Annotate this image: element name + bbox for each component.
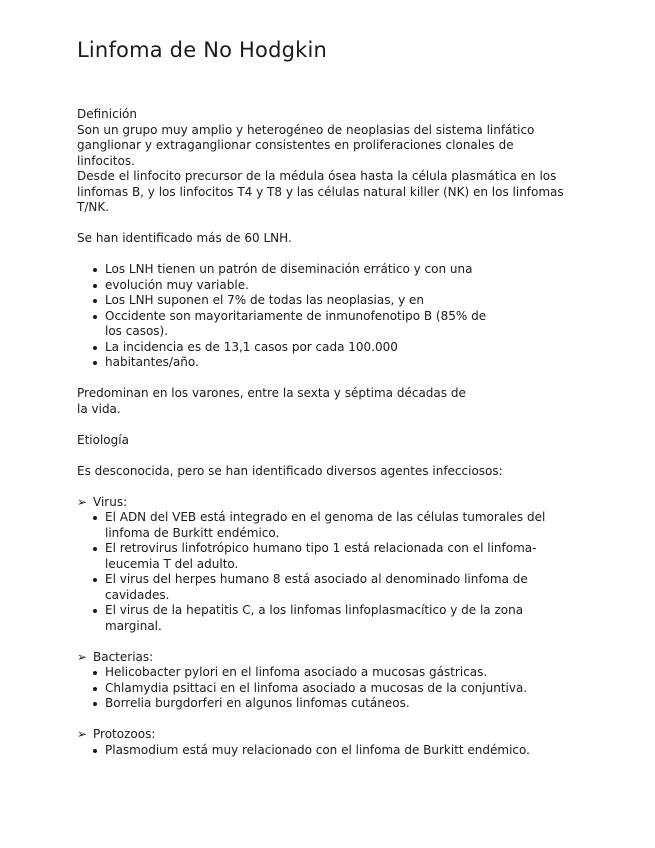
list-item: Los LNH suponen el 7% de todas las neoplasias, y en — [91, 293, 595, 309]
list-item: Helicobacter pylori en el linfoma asociado a mucosas gástricas. — [91, 665, 595, 681]
list-item: Chlamydia psittaci en el linfoma asociado a mucosas de la conjuntiva. — [91, 681, 595, 697]
arrow-bullet-icon: ➢ — [77, 649, 88, 664]
virus-list — [77, 510, 571, 634]
protozoa-list — [77, 743, 595, 759]
list-item: Occidente son mayoritariamente de inmunofenotipo B (85% de los casos). — [91, 309, 505, 340]
arrow-bullet-icon: ➢ — [77, 494, 88, 509]
document-title: Linfoma de No Hodgkin — [77, 38, 328, 62]
arrow-bullet-icon: ➢ — [77, 727, 88, 742]
etiology-intro: Es desconocida, pero se han identificado diversos agentes infecciosos: — [77, 463, 503, 478]
list-item: El virus de la hepatitis C, a los linfomas linfoplasmacítico y de la zona marginal. — [91, 603, 571, 634]
list-item: Los LNH tienen un patrón de diseminación errático y con una — [91, 262, 595, 278]
bacteria-list — [77, 665, 595, 712]
etiology-heading: Etiología — [77, 432, 129, 447]
predominance-text: Predominan en los varones, entre la sexta y séptima décadas de la vida. — [77, 386, 466, 416]
bacteria-group-heading — [77, 650, 595, 666]
definition-heading: Definición — [77, 107, 137, 122]
facts-list — [77, 262, 595, 371]
list-item: evolución muy variable. — [91, 278, 595, 294]
list-item: Borrelia burgdorferi en algunos linfomas cutáneos. — [91, 696, 595, 712]
list-item: El retrovirus linfotrópico humano tipo 1 está relacionada con el linfoma-leucemia T del adulto. — [91, 541, 571, 572]
list-item: La incidencia es de 13,1 casos por cada 100.000 — [91, 340, 595, 356]
list-item: habitantes/año. — [91, 355, 595, 371]
bacteria-group-label: Bacterias: — [93, 649, 154, 664]
list-item: Plasmodium está muy relacionado con el linfoma de Burkitt endémico. — [91, 743, 595, 759]
identified-count-text: Se han identificado más de 60 LNH. — [77, 231, 292, 246]
definition-text-1: Son un grupo muy amplio y heterogéneo de neoplasias del sistema linfático ganglionar y extraganglionar consistentes en proliferaciones clonales de linfocitos. — [77, 122, 535, 168]
virus-group-label: Virus: — [93, 494, 128, 509]
list-item: El virus del herpes humano 8 está asociado al denominado linfoma de cavidades. — [91, 572, 571, 603]
protozoa-group-label: Protozoos: — [93, 727, 156, 742]
virus-group-heading — [77, 495, 595, 511]
list-item: El ADN del VEB está integrado en el genoma de las células tumorales del linfoma de Burkitt endémico. — [91, 510, 571, 541]
protozoa-group-heading — [77, 727, 595, 743]
definition-text-2: Desde el linfocito precursor de la médula ósea hasta la célula plasmática en los linfomas B, y los linfocitos T4 y T8 y las células natural killer (NK) en los linfomas T/NK. — [77, 169, 564, 215]
